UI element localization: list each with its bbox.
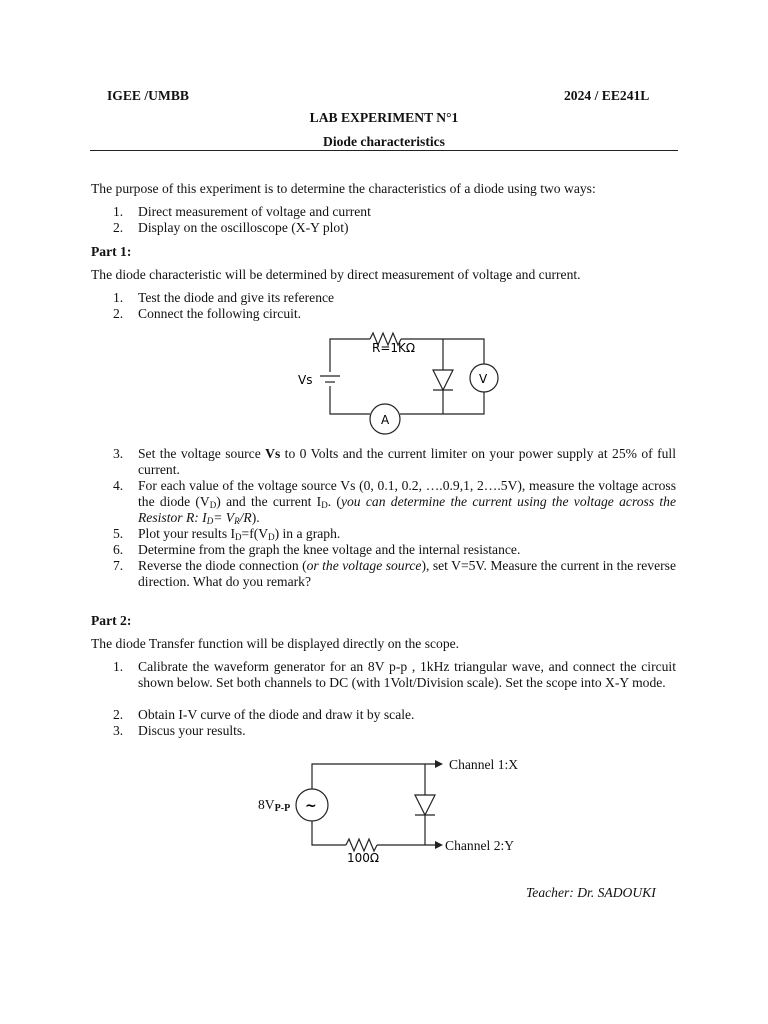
intro-item-2: Display on the oscilloscope (X-Y plot) xyxy=(138,220,349,235)
resistor-label: R=1KΩ xyxy=(372,341,416,355)
intro-item-2-number: 2. xyxy=(113,220,124,235)
source-label: Vs xyxy=(298,373,313,387)
part1-heading: Part 1: xyxy=(91,244,132,259)
circuit-diagram-1 xyxy=(280,325,510,435)
part2-text: The diode Transfer function will be displayed directly on the scope. xyxy=(91,636,460,651)
page-subtitle: Diode characteristics xyxy=(323,134,445,149)
diode-symbol xyxy=(433,370,453,390)
part1-text: The diode characteristic will be determined by direct measurement of voltage and current. xyxy=(91,267,581,282)
part1-item-3: Set the voltage source Vs to 0 Volts and the current limiter on your power supply at 25% of full current. xyxy=(138,446,676,477)
part1-item-6: Determine from the graph the knee voltage and the internal resistance. xyxy=(138,542,521,557)
part1-item-2-number: 2. xyxy=(113,306,124,321)
intro-item-1: Direct measurement of voltage and current xyxy=(138,204,371,219)
channel1-arrow xyxy=(435,760,443,768)
part2-item-3-number: 3. xyxy=(113,723,124,738)
voltmeter-label: V xyxy=(479,372,488,386)
channel2-arrow xyxy=(435,841,443,849)
part2-heading: Part 2: xyxy=(91,613,132,628)
generator-symbol-label: ~ xyxy=(305,798,317,814)
part1-item-7-number: 7. xyxy=(113,558,124,573)
part1-item-5-number: 5. xyxy=(113,526,124,541)
part1-item-6-number: 6. xyxy=(113,542,124,557)
header-divider xyxy=(90,150,678,151)
teacher-signature: Teacher: Dr. SADOUKI xyxy=(526,885,656,900)
part2-item-1-number: 1. xyxy=(113,659,124,674)
part1-item-3-number: 3. xyxy=(113,446,124,461)
part1-item-4-number: 4. xyxy=(113,478,124,493)
part2-item-2: Obtain I-V curve of the diode and draw it by scale. xyxy=(138,707,415,722)
diode-symbol-2 xyxy=(415,795,435,815)
part2-item-3: Discus your results. xyxy=(138,723,246,738)
part1-item-5: Plot your results $I_D=f(V_D)$ in a graph. xyxy=(138,526,341,542)
part1-item-4: For each value of the voltage source Vs (0, 0.1, 0.2, ….0.9,1, 2….5V), measure the voltage across the diode $(V_D)$ and the current $I_D$. (you can determine the current using the voltage across the Resistor R: $I_D= V_R/R$). xyxy=(138,478,677,526)
part1-item-1: Test the diode and give its reference xyxy=(138,290,335,305)
intro-item-1-number: 1. xyxy=(113,204,124,219)
ammeter-label: A xyxy=(381,413,390,427)
part1-item-7: Reverse the diode connection (or the voltage source), set V=5V. Measure the current in the reverse direction. What do you remark? xyxy=(138,558,676,589)
page-title: LAB EXPERIMENT N°1 xyxy=(309,110,459,125)
intro-text: The purpose of this experiment is to determine the characteristics of a diode using two ways: xyxy=(91,181,596,196)
resistor-symbol-2 xyxy=(346,839,377,851)
institution-label: IGEE /UMBB xyxy=(107,88,189,103)
generator-label: $8V_{P-P}$ xyxy=(258,797,291,814)
part1-item-2: Connect the following circuit. xyxy=(138,306,302,321)
channel2-label: Channel 2:Y xyxy=(445,838,515,853)
part1-item-1-number: 1. xyxy=(113,290,124,305)
channel1-label: Channel 1:X xyxy=(449,757,519,772)
course-code: 2024 / EE241L xyxy=(564,88,650,103)
part2-item-2-number: 2. xyxy=(113,707,124,722)
resistor-label-2: 100Ω xyxy=(347,851,380,865)
part2-item-1: Calibrate the waveform generator for an 8V p-p , 1kHz triangular wave, and connect the circuit shown below. Set both channels to DC (with 1Volt/Division scale). Set the scope into X-Y mode. xyxy=(138,659,676,690)
